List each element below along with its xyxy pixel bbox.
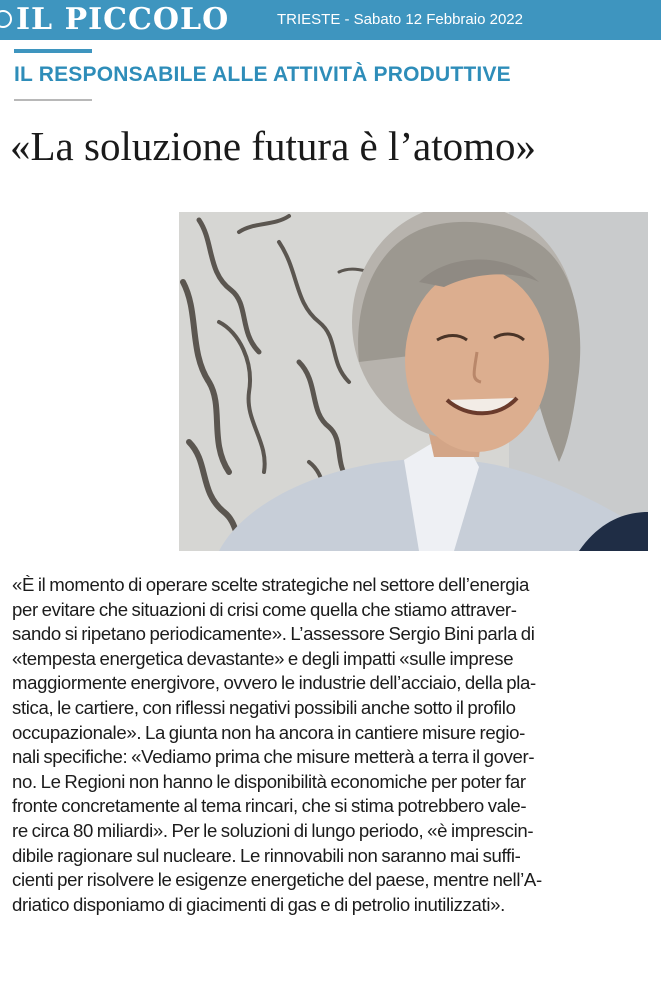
body-line: sando si ripetano periodicamente». L’assessore Sergio Bini parla di — [12, 623, 535, 645]
body-line: re circa 80 miliardi». Per le soluzioni di lungo periodo, «è imprescin- — [12, 819, 534, 841]
body-line: dibile ragionare sul nucleare. Le rinnovabili non saranno mai suffi- — [12, 844, 521, 866]
article-headline: «La soluzione futura è l’atomo» — [10, 123, 536, 169]
body-line: nali specifiche: «Vediamo prima che misure metterà a terra il gover- — [12, 746, 535, 768]
body-line: stica, le cartiere, con riflessi negativi possibili anche sotto il profilo — [12, 696, 516, 718]
kicker-rule-bottom — [14, 99, 92, 101]
body-line: cienti per risolvere le esigenze energetiche del paese, mentre nell’A- — [12, 869, 542, 891]
article-body — [12, 573, 652, 917]
kicker-rule-top — [14, 49, 92, 53]
body-line: fronte concretamente al tema rincari, che si stima potrebbero vale- — [12, 795, 527, 817]
dateline: TRIESTE - Sabato 12 Febbraio 2022 — [277, 11, 523, 28]
body-line: maggiormente energivore, ovvero le industrie dell’acciaio, della pla- — [12, 672, 536, 694]
body-line: driatico disponiamo di giacimenti di gas e di petrolio inutilizzati». — [12, 893, 505, 915]
article-kicker: IL RESPONSABILE ALLE ATTIVITÀ PRODUTTIVE — [14, 63, 511, 86]
body-line: no. Le Regioni non hanno le disponibilità economiche per poter far — [12, 770, 526, 792]
masthead — [0, 0, 661, 40]
article-photo — [179, 212, 648, 551]
body-line: «È il momento di operare scelte strategiche nel settore dell’energia — [12, 574, 530, 595]
logo-circle-icon — [0, 10, 12, 28]
body-line: «tempesta energetica devastante» e degli impatti «sulle imprese — [12, 647, 514, 669]
body-line: occupazionale». La giunta non ha ancora in cantiere misure regio- — [12, 721, 525, 743]
portrait-illustration — [179, 212, 648, 551]
body-line: per evitare che situazioni di crisi come quella che stiamo attraver- — [12, 598, 517, 620]
newspaper-logo: IL PICCOLO — [16, 2, 230, 37]
